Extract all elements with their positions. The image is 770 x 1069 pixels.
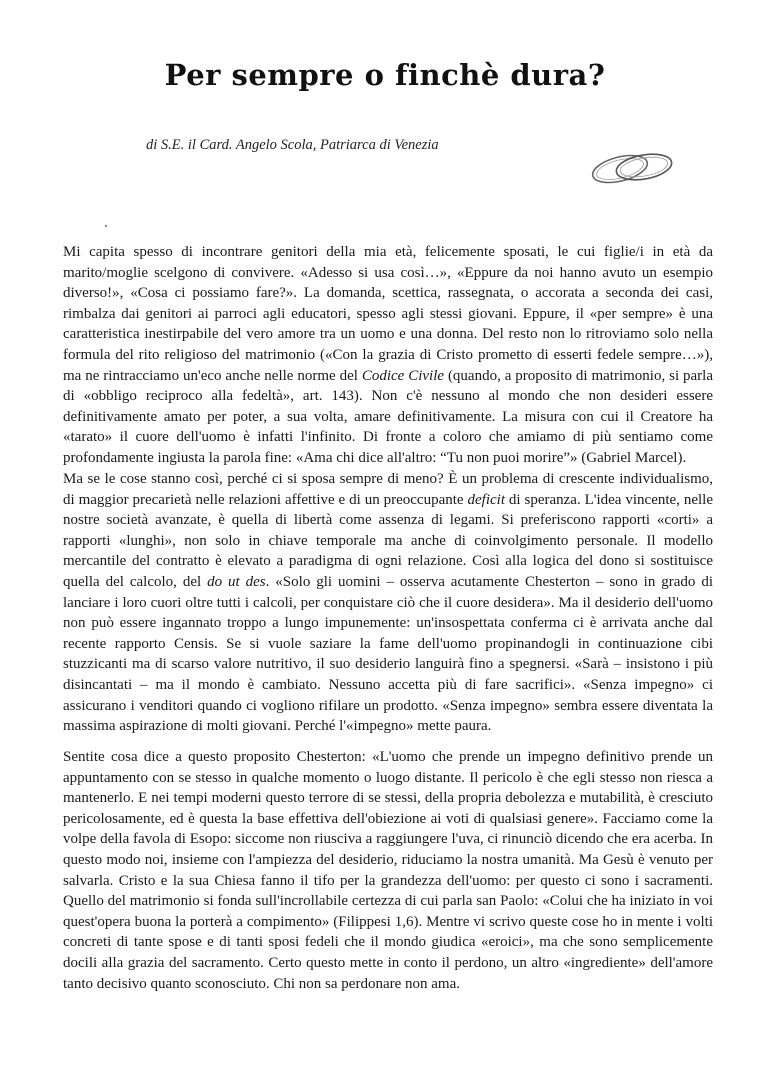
scan-speck [105, 225, 107, 227]
paragraph-2-emphasis-a: deficit [467, 491, 505, 508]
article-title: Per sempre o finchè dura? [164, 58, 606, 92]
paragraph-2-emphasis-b: do ut des [207, 573, 266, 590]
paragraph-1-emphasis: Codice Civile [361, 367, 445, 384]
paragraph-2-text-a: Ma se le cose stanno così, perché ci si sposa sempre di meno? È un problema di crescente individualismo, di maggior precarietà nelle relazioni affettive e di un preoccupante [63, 471, 713, 508]
paragraph-1-text-a: Mi capita spesso di incontrare genitori della mia età, felicemente sposati, le cui figlie/i in età da marito/moglie scelgono di convivere. «Adesso si usa così…», «Eppure da noi hanno avuto un esempio diverso!», «Cosa ci possiamo fare?». La domanda, scettica, rassegnata, o accorata a seconda dei casi, rimbalza dai genitori ai parroci agli educatori, spesso agli stessi giovani. Eppure, il «per sempre» è una caratteristica inestirpabile del vero amore tra un uomo e una donna. Del resto non lo ritroviamo solo nella formula del rito religioso del matrimonio («Con la grazia di Cristo prometto di esserti fedele sempre…»), ma ne rintracciamo un'eco anche nelle norme del [63, 244, 713, 384]
paragraph-1-text-b: (quando, a proposito di matrimonio, si parla di «obbligo reciproco alla fedeltà», art. 143). Non c'è nessuno al mondo che non desideri essere definitivamente amato per poter, a sua volta, amare definitivamente. La misura con cui il Creatore ha «tarato» il cuore dell'uomo è infatti l'infinito. Di fronte a coloro che amiamo di più sentiamo come profondamente ingiusta la parola fine: «Ama chi dice all'altro: “Tu non puoi morire”» (Gabriel Marcel). [63, 367, 713, 466]
paragraph-3 [63, 747, 713, 994]
paragraph-1 [63, 242, 713, 469]
article-byline: di S.E. il Card. Angelo Scola, Patriarca di Venezia [146, 137, 439, 153]
paragraph-3-text: Sentite cosa dice a questo proposito Chesterton: «L'uomo che prende un impegno definitivo prende un appuntamento con se stesso in qualche momento o luogo distante. Il pericolo è che egli stesso non riesca a mantenerlo. E nei tempi moderni questo terrore di se stessi, della propria debolezza e mutabilità, è cresciuto pericolosamente, ed è questa la base effettiva dell'obiezione ai voti di qualsiasi genere». Facciamo come la volpe della favola di Esopo: siccome non riusciva a raggiungere l'uva, ci rinunciò dicendo che era acerba. In questo modo noi, insieme con l'ampiezza del desiderio, riduciamo la nostra umanità. Ma Gesù è venuto per salvarla. Cristo e la sua Chiesa fanno il tifo per la grandezza dell'uomo: per questo ci sono i sacramenti. Quello del matrimonio si fonda sull'incrollabile certezza di cui parla san Paolo: «Colui che ha iniziato in voi quest'opera buona la porterà a compimento» (Filippesi 1,6). Mentre vi scrivo queste cose ho in mente i volti concreti di tante spose e di tanti sposi fedeli che il mondo giudica «eroici», ma che sono semplicemente docili alla grazia del sacramento. Certo questo mette in conto il perdono, un altro «ingrediente» dell'amore tanto decisivo quanto sconosciuto. Chi non sa perdonare non ama. [63, 749, 713, 992]
paragraph-2-text-b: di speranza. L'idea vincente, nelle nostre società avanzate, è quella di libertà come assenza di legami. Si preferiscono rapporti «corti» a rapporti «lunghi», non solo in chiave temporale ma anche di coinvolgimento personale. Il modello mercantile del contratto è elevato a paradigma di ogni relazione. Così alla logica del dono si sostituisce quella del calcolo, del [63, 491, 714, 590]
paragraph-2-text-c: . «Solo gli uomini – osserva acutamente Chesterton – sono in grado di lanciare i loro cuori oltre tutti i calcoli, per conquistare ciò che il cuore desidera». Ma il desiderio dell'uomo non può essere ingannato troppo a lungo impunemente: un'insospettata conferma ci è arrivata anche dal recente rapporto Censis. Se si vuole saziare la fame dell'uomo propinandogli in continuazione cibi stuzzicanti ma di scarso valore nutritivo, il suo desiderio languirà fino a spegnersi. «Sarà – insistono i più disincantati – ma il mondo è cambiato. Nessuno accetta più di fare sacrifici». «Senza impegno» ci assicurano i venditori quando ci vogliono rifilare un prodotto. «Senza impegno» sembra essere diventata la massima aspirazione di molti giovani. Perché l'«impegno» mette paura. [63, 573, 713, 735]
wedding-rings-icon [586, 143, 678, 191]
paragraph-2 [63, 469, 713, 737]
